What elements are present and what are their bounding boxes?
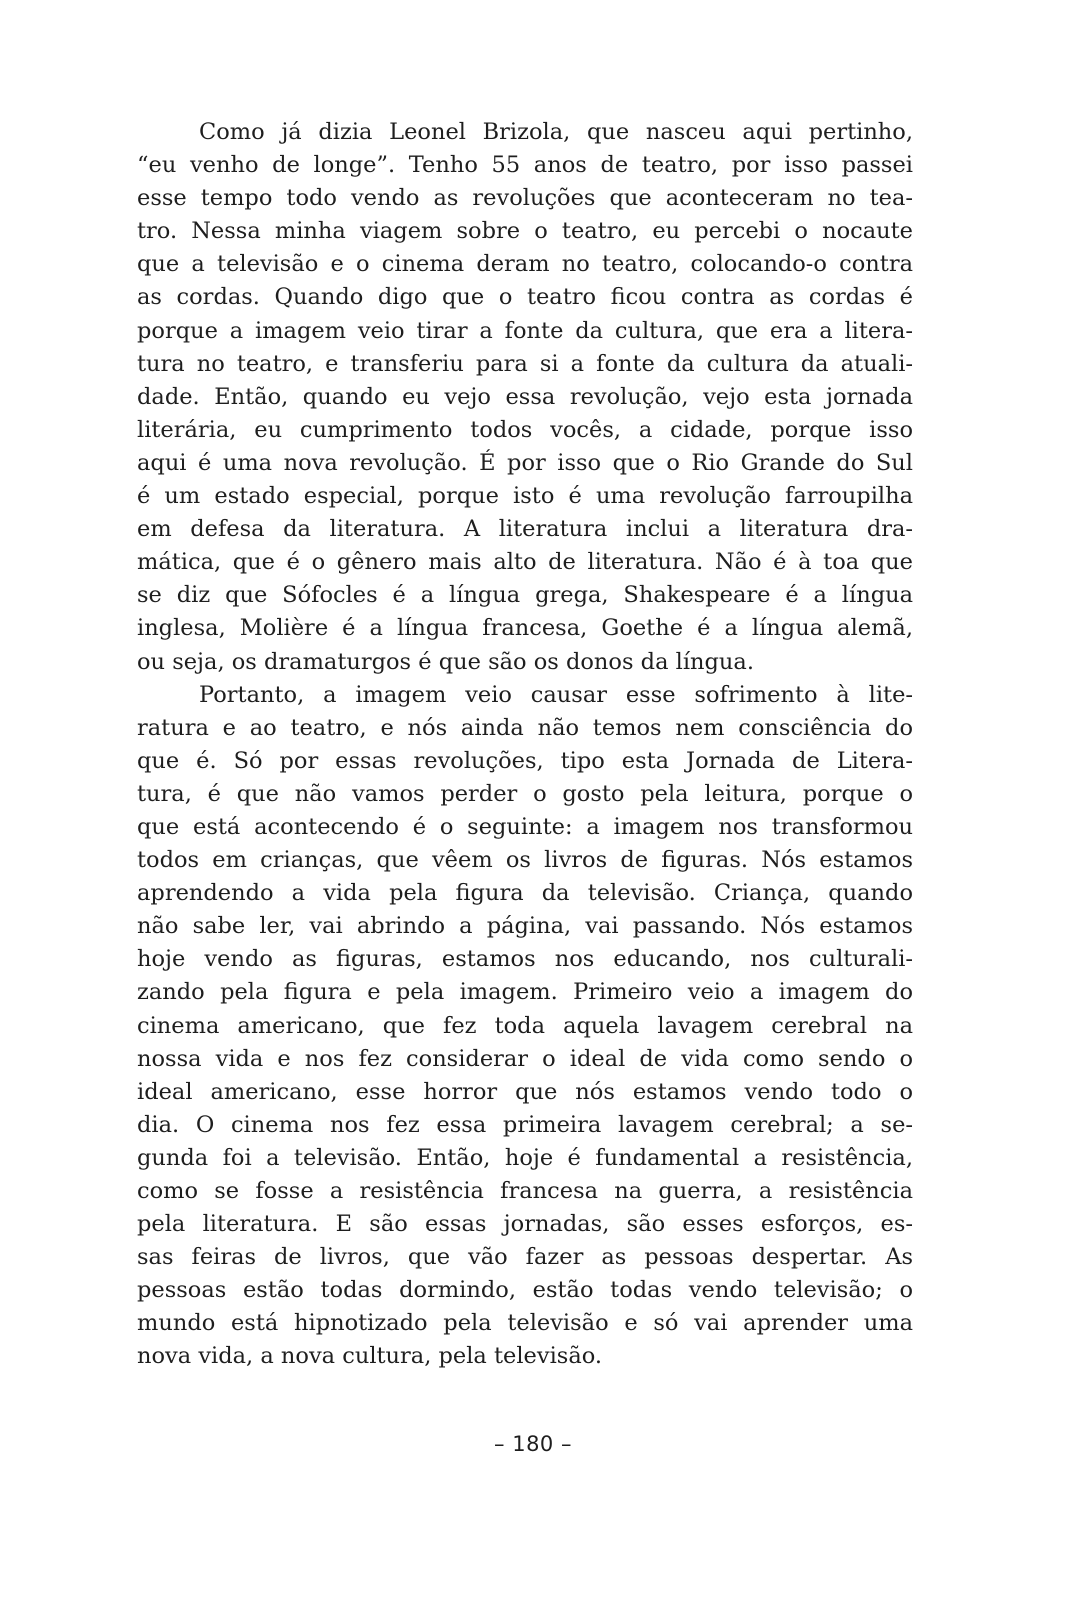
text-line: aprendendo a vida pela figura da televisão. Criança, quando: [137, 880, 913, 907]
text-line: ratura e ao teatro, e nós ainda não temos nem consciência do: [137, 714, 913, 741]
text-line: “eu venho de longe”. Tenho 55 anos de teatro, por isso passei: [137, 152, 913, 179]
text-line: como se fosse a resistência francesa na guerra, a resistência: [137, 1178, 913, 1204]
text-line: dia. O cinema nos fez essa primeira lavagem cerebral; a se-: [137, 1111, 913, 1138]
text-line: cinema americano, que fez toda aquela lavagem cerebral na: [137, 1012, 913, 1039]
text-line: pessoas estão todas dormindo, estão todas vendo televisão; o: [137, 1277, 913, 1304]
text-line: zando pela figura e pela imagem. Primeiro veio a imagem do: [137, 979, 913, 1006]
paragraph-1: [137, 116, 913, 679]
text-line: gunda foi a televisão. Então, hoje é fundamental a resistência,: [137, 1144, 913, 1171]
text-line: hoje vendo as figuras, estamos nos educando, nos culturali-: [137, 946, 913, 973]
text-line: que é. Só por essas revoluções, tipo esta Jornada de Litera-: [137, 747, 913, 774]
text-line: mática, que é o gênero mais alto de literatura. Não é à toa que: [137, 549, 913, 576]
text-line: dade. Então, quando eu vejo essa revolução, vejo esta jornada: [137, 383, 913, 410]
text-line: literária, eu cumprimento todos vocês, a cidade, porque isso: [137, 416, 913, 443]
text-line: que está acontecendo é o seguinte: a imagem nos transformou: [137, 813, 913, 840]
text-line: nova vida, a nova cultura, pela televisão.: [137, 1343, 603, 1370]
text-line: Como já dizia Leonel Brizola, que nasceu aqui pertinho,: [199, 119, 913, 145]
text-line: é um estado especial, porque isto é uma revolução farroupilha: [137, 483, 913, 510]
text-line: pela literatura. E são essas jornadas, são esses esforços, es-: [137, 1211, 913, 1238]
text-line: tura, é que não vamos perder o gosto pela leitura, porque o: [137, 780, 913, 807]
text-line: tro. Nessa minha viagem sobre o teatro, eu percebi o nocaute: [137, 218, 913, 245]
text-line: nossa vida e nos fez considerar o ideal de vida como sendo o: [137, 1045, 913, 1072]
text-line: se diz que Sófocles é a língua grega, Shakespeare é a língua: [137, 582, 913, 609]
text-line: Portanto, a imagem veio causar esse sofrimento à lite-: [199, 681, 913, 708]
text-line: inglesa, Molière é a língua francesa, Goethe é a língua alemã,: [137, 615, 913, 642]
paragraph-2: [137, 679, 913, 1374]
body-text: [137, 116, 913, 1374]
text-line: mundo está hipnotizado pela televisão e só vai aprender uma: [137, 1310, 913, 1337]
text-line: ideal americano, esse horror que nós estamos vendo todo o: [137, 1078, 913, 1105]
text-line: as cordas. Quando digo que o teatro ficou contra as cordas é: [137, 284, 913, 311]
text-line: aqui é uma nova revolução. É por isso que o Rio Grande do Sul: [137, 449, 913, 476]
text-line: todos em crianças, que vêem os livros de figuras. Nós estamos: [137, 847, 913, 874]
text-line: ou seja, os dramaturgos é que são os donos da língua.: [137, 648, 754, 675]
text-line: em defesa da literatura. A literatura inclui a literatura dra-: [137, 516, 913, 543]
text-line: que a televisão e o cinema deram no teatro, colocando-o contra: [137, 251, 913, 278]
text-line: esse tempo todo vendo as revoluções que aconteceram no tea-: [137, 185, 913, 212]
text-line: não sabe ler, vai abrindo a página, vai passando. Nós estamos: [137, 913, 913, 940]
text-line: tura no teatro, e transferiu para si a fonte da cultura da atuali-: [137, 350, 913, 377]
page-number: – 180 –: [494, 1432, 572, 1456]
text-line: porque a imagem veio tirar a fonte da cultura, que era a litera-: [137, 317, 913, 344]
text-line: sas feiras de livros, que vão fazer as pessoas despertar. As: [137, 1244, 913, 1271]
